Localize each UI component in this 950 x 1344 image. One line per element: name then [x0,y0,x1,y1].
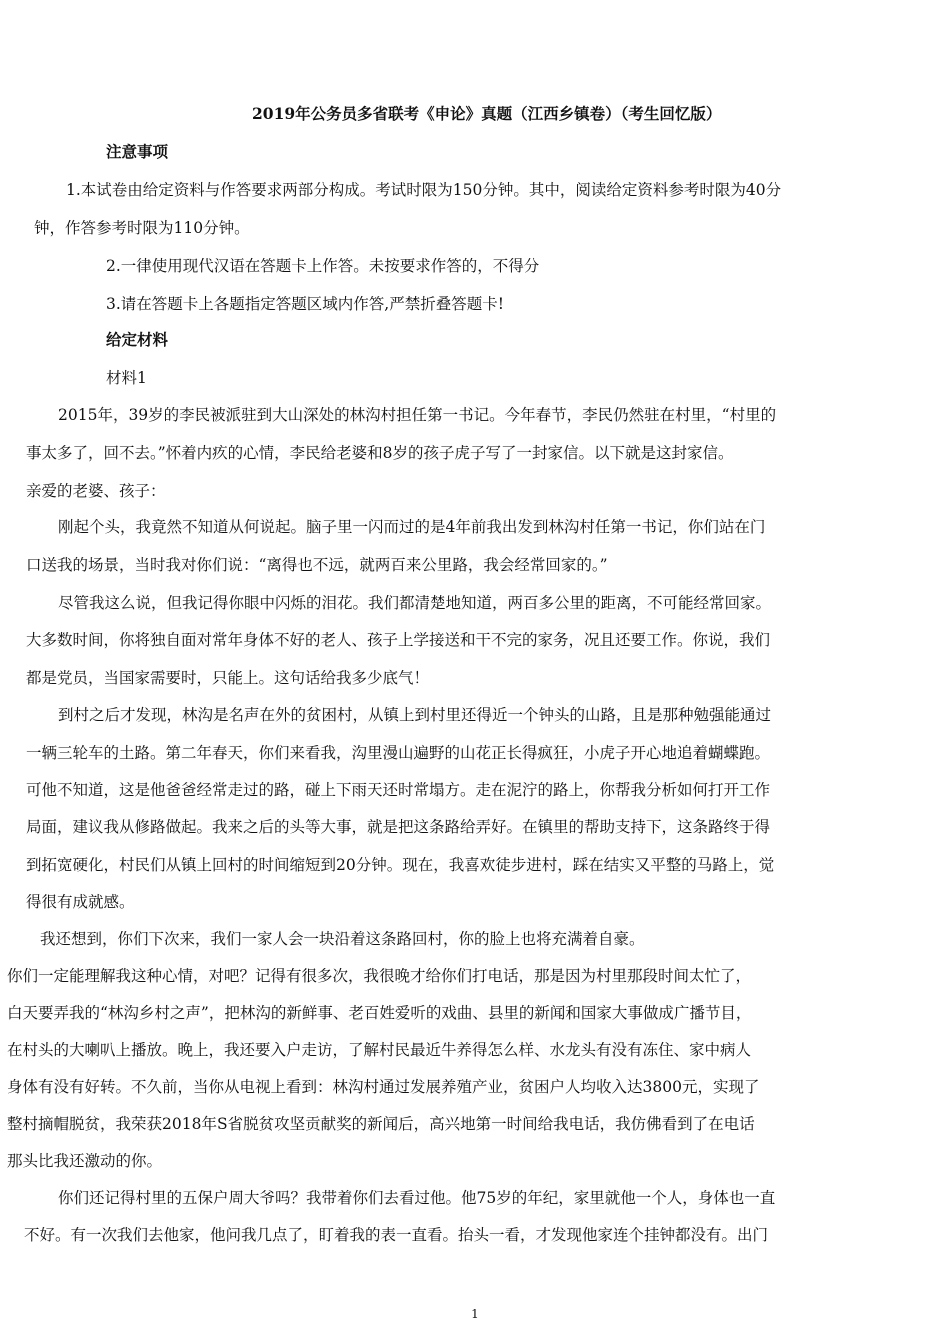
notice-item-1-cont: 钟，作答参考时限为110分钟。 [34,219,250,237]
document-title: 2019年公务员多省联考《申论》真题（江西乡镇卷）（考生回忆版） [252,104,722,123]
body-line: 都是党员，当国家需要时，只能上。这句话给我多少底气！ [26,669,430,687]
body-line: 那头比我还激动的你。 [7,1152,163,1170]
body-line: 一辆三轮车的土路。第二年春天，你们来看我，沟里漫山遍野的山花正长得疯狂，小虎子开心地追着蝴蝶跑。 [26,744,771,762]
body-line: 不好。有一次我们去他家，他问我几点了，盯着我的表一直看。抬头一看，才发现他家连个挂钟都没有。出门 [24,1226,769,1244]
body-line: 我还想到，你们下次来，我们一家人会一块沿着这条路回村，你的脸上也将充满着自豪。 [40,930,645,948]
body-line: 刚起个头，我竟然不知道从何说起。脑子里一闪而过的是4年前我出发到林沟村任第一书记，你们站在门 [58,518,766,536]
body-line: 大多数时间，你将独自面对常年身体不好的老人、孩子上学接送和干不完的家务，况且还要工作。你说，我们 [26,631,771,649]
body-line: 口送我的场景，当时我对你们说：“离得也不远，就两百来公里路，我会经常回家的。” [26,556,608,574]
body-line: 2015年，39岁的李民被派驻到大山深处的林沟村担任第一书记。今年春节，李民仍然驻在村里，“村里的 [58,406,777,424]
body-line: 亲爱的老婆、孩子： [26,482,166,500]
body-line: 你们一定能理解我这种心情，对吧？记得有很多次，我很晚才给你们打电话，那是因为村里那段时间太忙了， [7,967,752,985]
body-line: 身体有没有好转。不久前，当你从电视上看到：林沟村通过发展养殖产业，贫困户人均收入达3800元，实现了 [7,1078,760,1096]
material-label: 材料1 [106,369,147,387]
body-line: 在村头的大喇叭上播放。晚上，我还要入户走访，了解村民最近牛养得怎么样、水龙头有没有冻住、家中病人 [7,1041,752,1059]
notice-item-1: 1.本试卷由给定资料与作答要求两部分构成。考试时限为150分钟。其中，阅读给定资料参考时限为40分 [66,181,782,199]
notice-heading: 注意事项 [106,142,169,161]
body-line: 整村摘帽脱贫，我荣获2018年S省脱贫攻坚贡献奖的新闻后，高兴地第一时间给我电话，我仿佛看到了在电话 [7,1115,755,1133]
body-line: 白天要弄我的“林沟乡村之声”，把林沟的新鲜事、老百姓爱听的戏曲、县里的新闻和国家大事做成广播节目， [7,1004,752,1022]
body-line: 你们还记得村里的五保户周大爷吗？我带着你们去看过他。他75岁的年纪，家里就他一个人，身体也一直 [58,1189,776,1207]
body-line: 局面，建议我从修路做起。我来之后的头等大事，就是把这条路给弄好。在镇里的帮助支持下，这条路终于得 [26,818,771,836]
notice-item-2: 2.一律使用现代汉语在答题卡上作答。未按要求作答的，不得分 [106,257,540,275]
notice-item-3: 3.请在答题卡上各题指定答题区域内作答,严禁折叠答题卡! [106,295,504,313]
page-number: 1 [471,1307,479,1321]
body-line: 到拓宽硬化，村民们从镇上回村的时间缩短到20分钟。现在，我喜欢徒步进村，踩在结实又平整的马路上，觉 [26,856,775,874]
body-line: 到村之后才发现，林沟是名声在外的贫困村，从镇上到村里还得近一个钟头的山路，且是那种勉强能通过 [58,706,772,724]
body-line: 尽管我这么说，但我记得你眼中闪烁的泪花。我们都清楚地知道，两百多公里的距离，不可能经常回家。 [58,594,772,612]
body-line: 事太多了，回不去。”怀着内疚的心情，李民给老婆和8岁的孩子虎子写了一封家信。以下就是这封家信。 [26,444,734,462]
materials-heading: 给定材料 [106,330,169,349]
body-line: 可他不知道，这是他爸爸经常走过的路，碰上下雨天还时常塌方。走在泥泞的路上，你帮我分析如何打开工作 [26,781,771,799]
body-line: 得很有成就感。 [26,893,135,911]
